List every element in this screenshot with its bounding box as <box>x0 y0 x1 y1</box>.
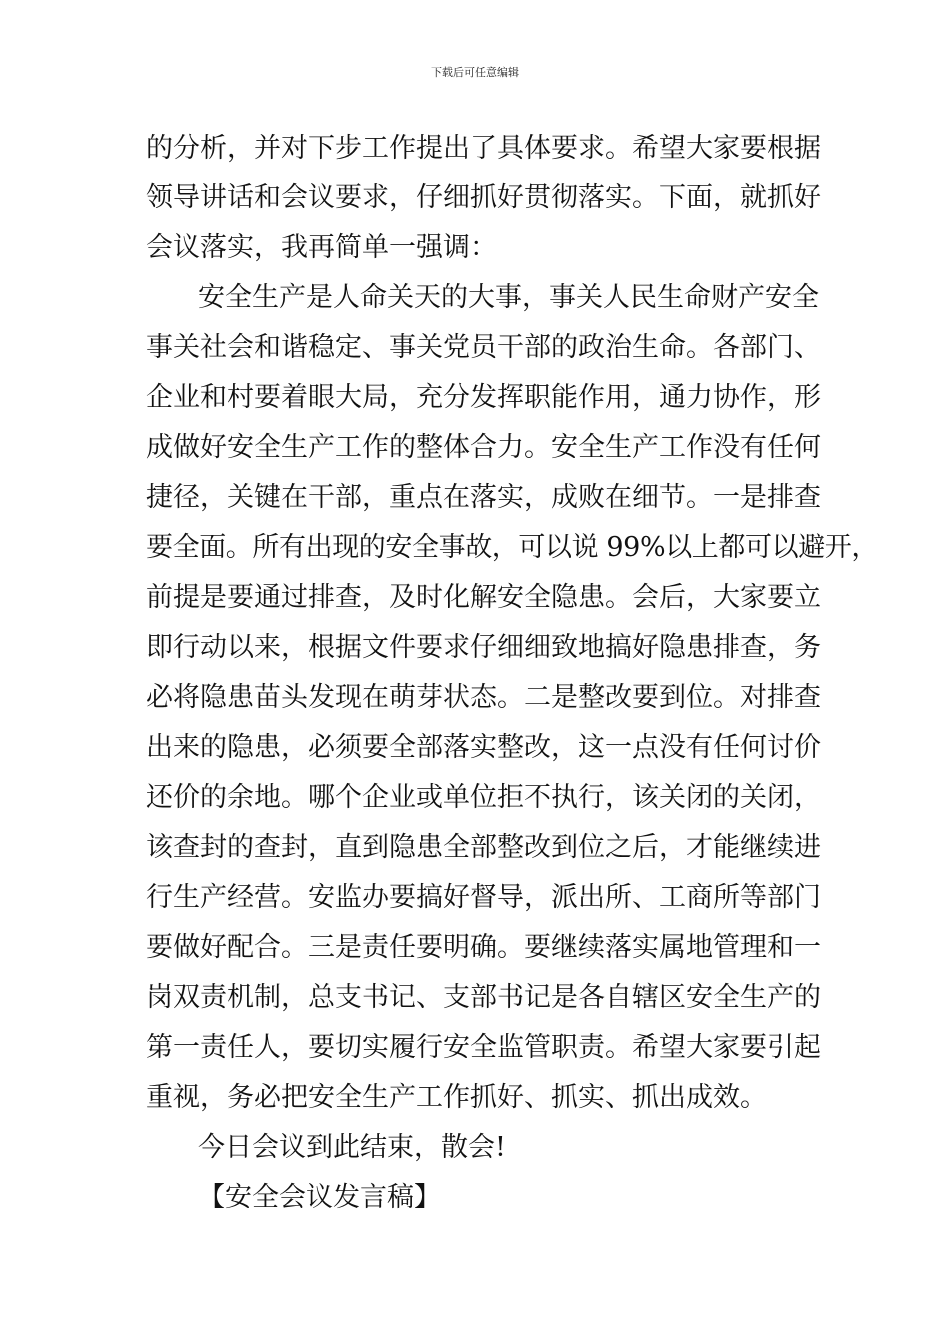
text-line: 企业和村要着眼大局，充分发挥职能作用，通力协作，形 <box>146 382 821 413</box>
text-line: 出来的隐患，必须要全部落实整改，这一点没有任何讨价 <box>146 732 821 763</box>
text-line: 行生产经营。安监办要搞好督导，派出所、工商所等部门 <box>146 882 821 913</box>
text-line: 的分析，并对下步工作提出了具体要求。希望大家要根据 <box>146 133 821 164</box>
text-line: 还价的余地。哪个企业或单位拒不执行，该关闭的关闭， <box>146 782 821 813</box>
page-header: 下载后可任意编辑 <box>431 66 519 79</box>
text-line: 捷径，关键在干部，重点在落实，成败在细节。一是排查 <box>146 482 821 513</box>
text-line: 前提是要通过排查，及时化解安全隐患。会后，大家要立 <box>146 582 821 613</box>
text-line: 重视，务必把安全生产工作抓好、抓实、抓出成效。 <box>146 1082 767 1113</box>
text-line: 领导讲话和会议要求，仔细抓好贯彻落实。下面，就抓好 <box>146 182 821 213</box>
text-line: 即行动以来，根据文件要求仔细细致地搞好隐患排查，务 <box>146 632 821 663</box>
text-line: 第一责任人，要切实履行安全监管职责。希望大家要引起 <box>146 1032 821 1063</box>
text-line: 事关社会和谐稳定、事关党员干部的政治生命。各部门、 <box>146 332 821 363</box>
text-line: 要做好配合。三是责任要明确。要继续落实属地管理和一 <box>146 932 821 963</box>
text-line: 该查封的查封，直到隐患全部整改到位之后，才能继续进 <box>146 832 821 863</box>
text-line: 今日会议到此结束，散会! <box>198 1132 506 1163</box>
text-line: 会议落实，我再简单一强调： <box>146 232 497 263</box>
section-heading: 【安全会议发言稿】 <box>198 1182 441 1213</box>
text-line: 岗双责机制，总支书记、支部书记是各自辖区安全生产的 <box>146 982 821 1013</box>
text-line: 安全生产是人命关天的大事，事关人民生命财产安全 <box>198 282 819 313</box>
text-line: 必将隐患苗头发现在萌芽状态。二是整改要到位。对排查 <box>146 682 821 713</box>
text-line: 要全面。所有出现的安全事故，可以说 99%以上都可以避开， <box>146 532 878 563</box>
text-line: 成做好安全生产工作的整体合力。安全生产工作没有任何 <box>146 432 821 463</box>
